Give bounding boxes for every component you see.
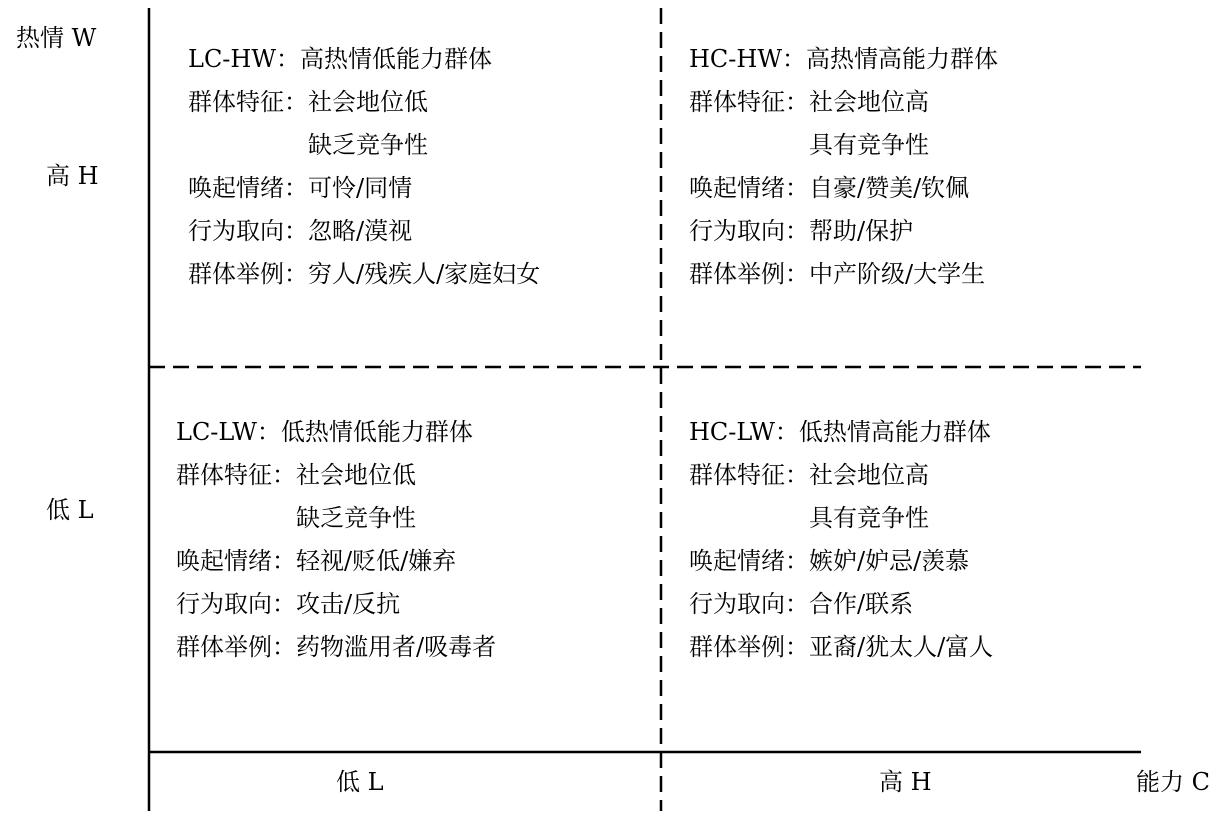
example-key: 群体举例： <box>689 633 809 661</box>
feature-key: 群体特征： <box>176 461 296 489</box>
warmth-low-label: 低 L <box>46 496 94 524</box>
feature-value-2: 具有竞争性 <box>809 131 929 159</box>
feature-value-2: 具有竞争性 <box>809 504 929 532</box>
emotion-row <box>689 167 998 210</box>
emotion-value: 自豪/赞美/钦佩 <box>809 174 970 202</box>
example-key: 群体举例： <box>176 633 296 661</box>
feature-row <box>188 81 540 167</box>
feature-values <box>809 454 929 540</box>
behavior-value: 忽略/漠视 <box>308 217 413 245</box>
quadrant-title: LC-HW：高热情低能力群体 <box>188 45 493 73</box>
competence-axis-title: 能力 C <box>1136 768 1210 796</box>
emotion-row <box>176 540 496 583</box>
quadrant-hc-lw <box>689 411 993 669</box>
example-value: 中产阶级/大学生 <box>809 260 986 288</box>
behavior-row <box>689 583 993 626</box>
emotion-value: 轻视/贬低/嫌弃 <box>296 547 457 575</box>
feature-key: 群体特征： <box>188 88 308 116</box>
example-row <box>689 253 998 296</box>
behavior-value: 帮助/保护 <box>809 217 914 245</box>
emotion-value: 嫉妒/妒忌/羡慕 <box>809 547 970 575</box>
emotion-key: 唤起情绪： <box>188 174 308 202</box>
emotion-row <box>188 167 540 210</box>
behavior-row <box>176 583 496 626</box>
quadrant-lc-lw <box>176 411 496 669</box>
feature-key: 群体特征： <box>689 461 809 489</box>
example-key: 群体举例： <box>188 260 308 288</box>
example-value: 穷人/残疾人/家庭妇女 <box>308 260 541 288</box>
quadrant-title: HC-LW：低热情高能力群体 <box>689 418 991 446</box>
feature-row <box>689 454 993 540</box>
feature-value-1: 社会地位低 <box>308 88 428 116</box>
emotion-key: 唤起情绪： <box>689 174 809 202</box>
feature-value-2: 缺乏竞争性 <box>308 131 428 159</box>
quadrant-hc-hw <box>689 38 998 296</box>
behavior-row <box>689 210 998 253</box>
quadrant-title: HC-HW：高热情高能力群体 <box>689 45 998 73</box>
behavior-key: 行为取向： <box>689 590 809 618</box>
example-row <box>689 626 993 669</box>
feature-row <box>689 81 998 167</box>
emotion-value: 可怜/同情 <box>308 174 413 202</box>
example-key: 群体举例： <box>689 260 809 288</box>
feature-value-2: 缺乏竞争性 <box>296 504 416 532</box>
emotion-row <box>689 540 993 583</box>
feature-value-1: 社会地位高 <box>809 88 929 116</box>
feature-row <box>176 454 496 540</box>
feature-values <box>809 81 929 167</box>
feature-values <box>308 81 428 167</box>
behavior-value: 合作/联系 <box>809 590 914 618</box>
behavior-value: 攻击/反抗 <box>296 590 401 618</box>
warmth-high-label: 高 H <box>46 162 99 190</box>
behavior-key: 行为取向： <box>176 590 296 618</box>
quadrant-title: LC-LW：低热情低能力群体 <box>176 418 473 446</box>
behavior-row <box>188 210 540 253</box>
feature-values <box>296 454 416 540</box>
competence-low-label: 低 L <box>336 768 384 796</box>
emotion-key: 唤起情绪： <box>176 547 296 575</box>
behavior-key: 行为取向： <box>188 217 308 245</box>
quadrant-lc-hw <box>188 38 540 296</box>
competence-high-label: 高 H <box>879 768 932 796</box>
example-value: 药物滥用者/吸毒者 <box>296 633 497 661</box>
behavior-key: 行为取向： <box>689 217 809 245</box>
feature-value-1: 社会地位低 <box>296 461 416 489</box>
example-row <box>188 253 540 296</box>
feature-key: 群体特征： <box>689 88 809 116</box>
warmth-axis-title: 热情 W <box>16 24 97 52</box>
feature-value-1: 社会地位高 <box>809 461 929 489</box>
example-row <box>176 626 496 669</box>
emotion-key: 唤起情绪： <box>689 547 809 575</box>
example-value: 亚裔/犹太人/富人 <box>809 633 994 661</box>
